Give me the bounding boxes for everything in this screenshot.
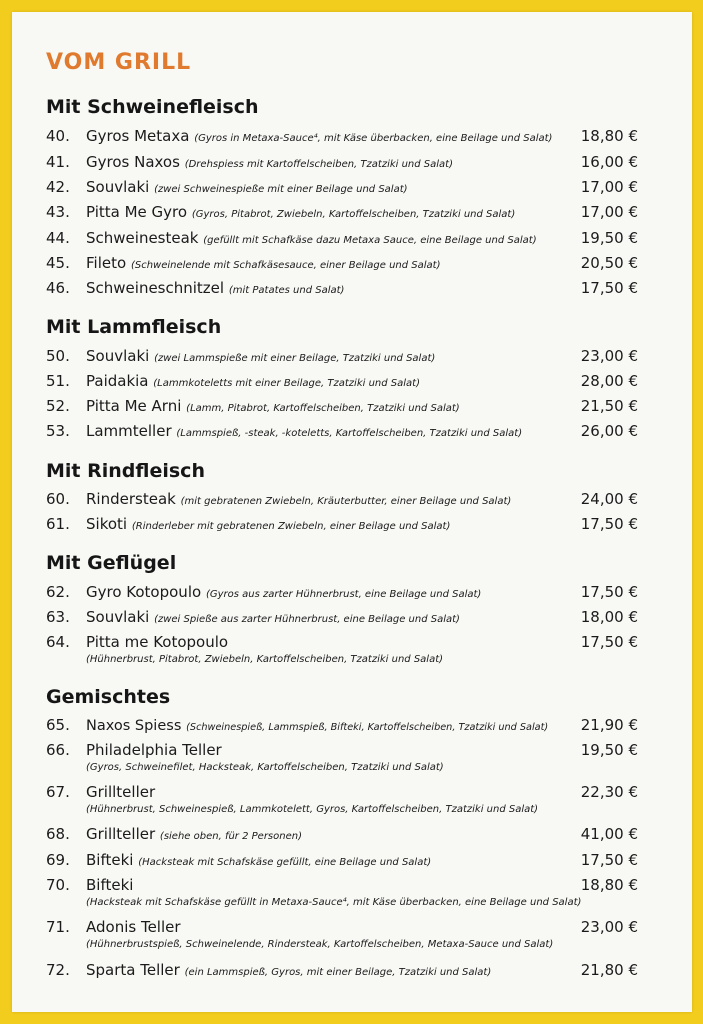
item-name: Grillteller xyxy=(86,825,156,843)
item-description: (Hacksteak mit Schafskäse gefüllt, eine Beilage und Salat) xyxy=(138,857,432,868)
item-number: 40. xyxy=(46,127,70,145)
item-name: Adonis Teller xyxy=(86,918,181,936)
item-price: 28,00 € xyxy=(580,372,638,390)
item-description: (Lammkoteletts mit einer Beilage, Tzatziki und Salat) xyxy=(153,378,420,389)
item-number: 66. xyxy=(46,741,70,759)
item-price: 21,50 € xyxy=(580,397,638,415)
item-number: 52. xyxy=(46,397,70,415)
item-number: 69. xyxy=(46,851,70,869)
item-name: Pitta Me Arni xyxy=(86,397,182,415)
item-name: Gyros Naxos xyxy=(86,153,180,171)
item-number: 68. xyxy=(46,825,70,843)
item-number: 60. xyxy=(46,490,70,508)
item-number: 42. xyxy=(46,178,70,196)
item-description: (zwei Schweinespieße mit einer Beilage und Salat) xyxy=(154,184,408,195)
item-price: 17,50 € xyxy=(580,515,638,533)
item-number: 72. xyxy=(46,961,70,979)
item-number: 45. xyxy=(46,254,70,272)
item-description: (siehe oben, für 2 Personen) xyxy=(159,831,302,842)
item-name: Sikoti xyxy=(86,515,128,533)
item-name: Philadelphia Teller xyxy=(86,741,222,759)
item-number: 51. xyxy=(46,372,70,390)
item-number: 70. xyxy=(46,876,70,894)
section-heading: Mit Geflügel xyxy=(46,552,177,574)
item-name: Rindersteak xyxy=(86,490,176,508)
item-number: 53. xyxy=(46,422,70,440)
item-description: (gefüllt mit Schafkäse dazu Metaxa Sauce, eine Beilage und Salat) xyxy=(203,235,537,246)
item-number: 43. xyxy=(46,203,70,221)
item-name: Naxos Spiess xyxy=(86,718,182,734)
item-price: 17,00 € xyxy=(580,203,638,221)
item-name: Paidakia xyxy=(86,372,149,390)
item-description: (Hacksteak mit Schafskäse gefüllt in Metaxa-Sauce⁴, mit Käse überbacken, eine Beilage und Salat) xyxy=(86,897,582,908)
item-description: (Rinderleber mit gebratenen Zwiebeln, einer Beilage und Salat) xyxy=(131,521,451,532)
item-description: (ein Lammspieß, Gyros, mit einer Beilage, Tzatziki und Salat) xyxy=(184,967,492,978)
item-description: (Gyros, Schweinefilet, Hacksteak, Kartoffelscheiben, Tzatziki und Salat) xyxy=(86,762,444,773)
item-number: 65. xyxy=(46,716,70,734)
item-name: Grillteller xyxy=(86,783,156,801)
item-name: Souvlaki xyxy=(86,178,150,196)
item-description: (Hühnerbrust, Schweinespieß, Lammkotelett, Gyros, Kartoffelscheiben, Tzatziki und Salat) xyxy=(86,804,539,815)
item-description: (mit Patates und Salat) xyxy=(228,285,345,296)
item-price: 18,80 € xyxy=(580,127,638,145)
item-description: (Hühnerbrust, Pitabrot, Zwiebeln, Kartoffelscheiben, Tzatziki und Salat) xyxy=(86,654,444,665)
item-description: (Schweinespieß, Lammspieß, Bifteki, Kartoffelscheiben, Tzatziki und Salat) xyxy=(186,722,549,733)
item-description: (Gyros in Metaxa-Sauce⁴, mit Käse überbacken, eine Beilage und Salat) xyxy=(194,133,553,144)
item-description: (Hühnerbrustspieß, Schweinelende, Rindersteak, Kartoffelscheiben, Metaxa-Sauce und Salat) xyxy=(86,939,554,950)
item-price: 17,50 € xyxy=(580,633,638,651)
item-name: Souvlaki xyxy=(86,608,150,626)
item-number: 50. xyxy=(46,347,70,365)
item-price: 18,00 € xyxy=(580,608,638,626)
item-number: 62. xyxy=(46,583,70,601)
item-price: 26,00 € xyxy=(580,422,638,440)
item-price: 16,00 € xyxy=(580,153,638,171)
item-price: 20,50 € xyxy=(580,254,638,272)
section-heading: Mit Rindfleisch xyxy=(46,460,205,482)
item-price: 24,00 € xyxy=(580,490,638,508)
item-name: Souvlaki xyxy=(86,347,150,365)
section-heading: Gemischtes xyxy=(46,686,171,708)
item-number: 63. xyxy=(46,608,70,626)
item-name: Fileto xyxy=(86,254,127,272)
item-description: (zwei Spieße aus zarter Hühnerbrust, eine Beilage und Salat) xyxy=(154,614,460,625)
section-heading: Mit Lammfleisch xyxy=(46,316,222,338)
section-heading: Mit Schweinefleisch xyxy=(46,96,259,118)
item-price: 21,90 € xyxy=(580,716,638,734)
item-name: Pitta Me Gyro xyxy=(86,203,188,221)
item-number: 71. xyxy=(46,918,70,936)
item-number: 61. xyxy=(46,515,70,533)
menu-title: VOM GRILL xyxy=(46,50,192,75)
item-description: (Gyros, Pitabrot, Zwiebeln, Kartoffelscheiben, Tzatziki und Salat) xyxy=(191,209,516,220)
item-price: 17,00 € xyxy=(580,178,638,196)
item-description: (Gyros aus zarter Hühnerbrust, eine Beilage und Salat) xyxy=(205,589,482,600)
item-name: Schweinesteak xyxy=(86,229,199,247)
item-price: 19,50 € xyxy=(580,741,638,759)
item-description: (Lamm, Pitabrot, Kartoffelscheiben, Tzatziki und Salat) xyxy=(186,403,460,414)
item-price: 41,00 € xyxy=(580,825,638,843)
item-price: 21,80 € xyxy=(580,961,638,979)
item-name: Gyro Kotopoulo xyxy=(86,583,202,601)
item-description: (zwei Lammspieße mit einer Beilage, Tzatziki und Salat) xyxy=(154,353,436,364)
item-number: 67. xyxy=(46,783,70,801)
item-description: (mit gebratenen Zwiebeln, Kräuterbutter, einer Beilage und Salat) xyxy=(180,496,512,507)
item-name: Gyros Metaxa xyxy=(86,127,190,145)
item-price: 23,00 € xyxy=(580,347,638,365)
item-number: 64. xyxy=(46,633,70,651)
item-price: 17,50 € xyxy=(580,851,638,869)
item-number: 41. xyxy=(46,153,70,171)
item-name: Lammteller xyxy=(86,422,172,440)
item-price: 22,30 € xyxy=(580,783,638,801)
item-name: Pitta me Kotopoulo xyxy=(86,633,229,651)
item-name: Schweineschnitzel xyxy=(86,279,225,297)
item-price: 18,80 € xyxy=(580,876,638,894)
item-price: 17,50 € xyxy=(580,279,638,297)
item-number: 44. xyxy=(46,229,70,247)
item-price: 23,00 € xyxy=(580,918,638,936)
item-name: Sparta Teller xyxy=(86,961,180,979)
item-description: (Schweinelende mit Schafkäsesauce, einer Beilage und Salat) xyxy=(130,260,441,271)
item-name: Bifteki xyxy=(86,851,134,869)
item-number: 46. xyxy=(46,279,70,297)
item-name: Bifteki xyxy=(86,876,134,894)
item-description: (Lammspieß, -steak, -koteletts, Kartoffelscheiben, Tzatziki und Salat) xyxy=(176,428,523,439)
item-price: 19,50 € xyxy=(580,229,638,247)
item-price: 17,50 € xyxy=(580,583,638,601)
item-description: (Drehspiess mit Kartoffelscheiben, Tzatziki und Salat) xyxy=(184,159,453,170)
